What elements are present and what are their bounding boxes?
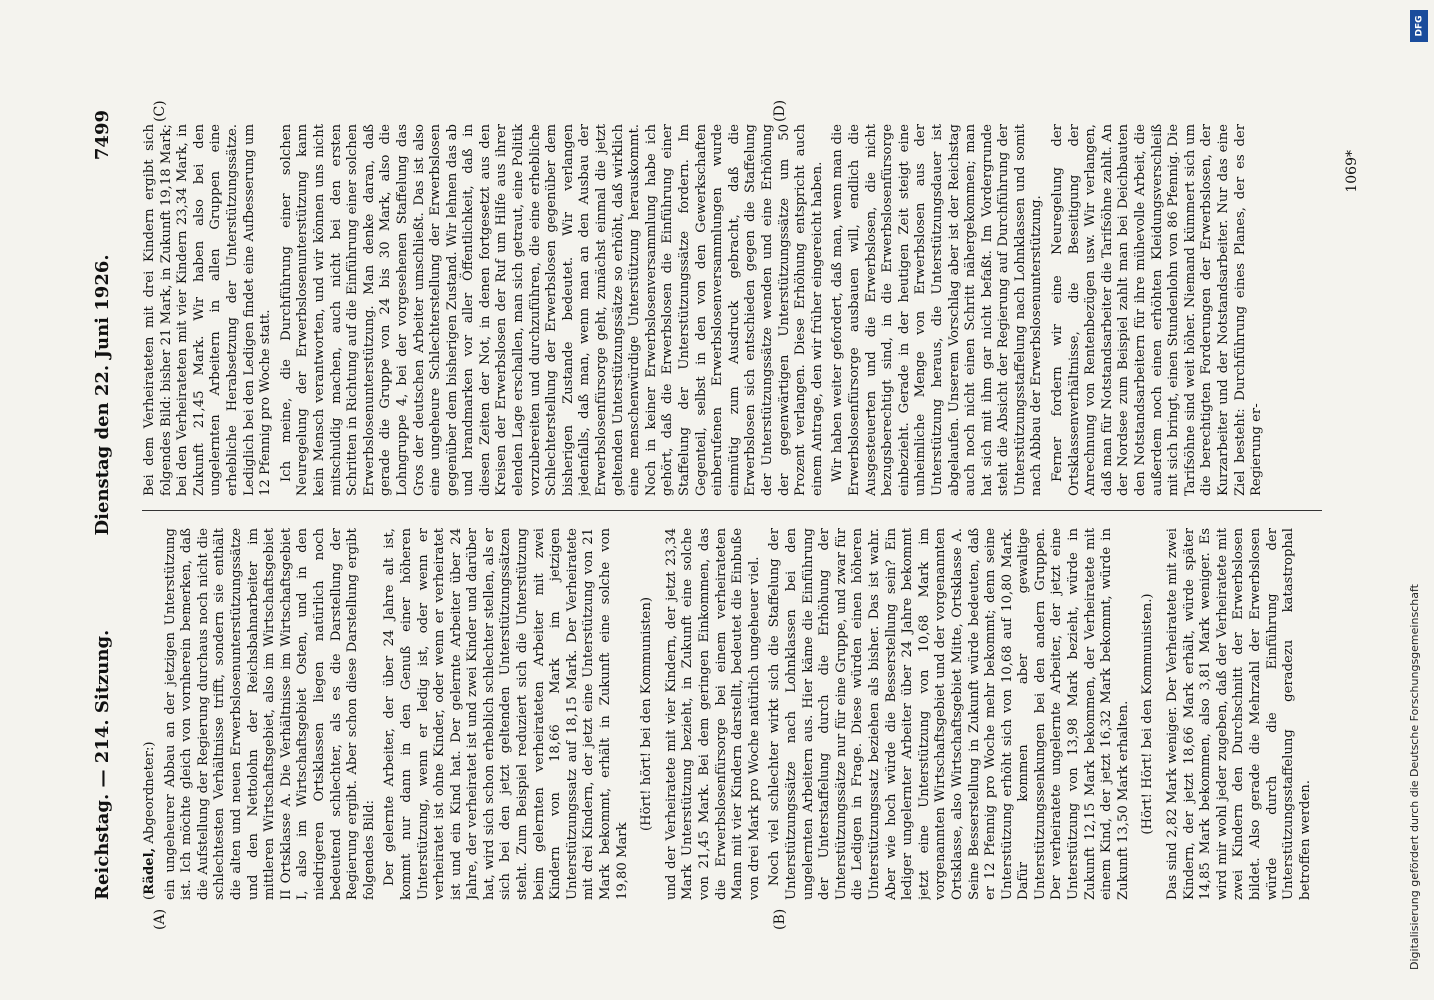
paragraph: und der Verheiratete mit vier Kindern, der jetzt 23,34 Mark Unterstützung bezieht, in Zukunft eine solche von 21,45 Mark. Bei dem geringen Einkommen, das die Erwerbslosenfürsorge bei einem verheirateten Mann mit vier Kindern darstellt, bedeutet die Einbuße von drei Mark pro Woche natürlich ungeheuer viel. <box>663 528 762 900</box>
page-number: 7499 <box>91 110 113 161</box>
header-left: Reichstag. — 214. Sitzung. <box>91 629 113 900</box>
rotated-document-page <box>82 99 1367 930</box>
header-date: Dienstag den 22. Juni 1926. <box>91 254 113 536</box>
digitization-watermark <box>1408 10 1428 990</box>
interjection: (Hört! Hört! bei den Kommunisten.) <box>1140 593 1156 835</box>
speaker-role: Abgeordneter: <box>142 746 157 844</box>
page-header <box>82 110 122 900</box>
paragraph: Noch viel schlechter wirkt sich die Staffelung der Unterstützungssätze nach Lohnklassen bei den ungelernten Arbeitern aus. Hier käme die Einführung der Unterstaffelung durch die Erhöhung der Unterstützungssätze nur für eine Gruppe, und zwar für die Ledigen in Frage. Diese würden einen höheren Unterstützungssatz beziehen als bisher. Das ist wahr. Aber wie hoch würde die Besserstellung sein? Ein lediger ungelernter Arbeiter über 24 Jahre bekommt jetzt eine Unterstützung von 10,68 Mark im vorgenannten Wirtschaftsgebiet und der vorgenannten Ortsklasse, also Wirtschaftsgebiet Mitte, Ortsklasse A. Seine Besserstellung in Zukunft würde bedeuten, daß er 12 Pfennig pro Woche mehr bekommt; denn seine Unterstützung erhöht sich von 10,68 auf 10,80 Mark. Dafür kommen aber gewaltige Unterstützungssenkungen bei den andern Gruppen. Der verheiratete ungelernte Arbeiter, der jetzt eine Unterstützung von 13,98 Mark bezieht, würde in Zukunft 12,15 Mark bekommen, der Verheiratete mit einem Kind, der jetzt 16,32 Mark bekommt, würde in Zukunft 13,50 Mark erhalten. <box>767 528 1131 900</box>
speaker-name: Rädel, <box>142 847 157 895</box>
paragraph: Ferner fordern wir eine Neuregelung der Ortsklassenverhältnisse, die Beseitigung der Anrechnung von Rentenbezügen usw. Wir verlangen, daß man für Notstandsarbeiter die Tarifsöhne zahlt. An der Nordsee zum Beispiel zahlt man bei Deichbauten den Notstandsarbeitern für ihre mühevolle Arbeit, die außerdem noch einen erhöhten Kleidungsverschleiß mit sich bringt, einen Stundenlohn von 86 Pfennig. Die Tarifsöhne sind weit höher. Niemand kümmert sich um die berechtigten Forderungen der Erwerbslosen, der Kurzarbeiter und der Notstandsarbeiter. Nur das eine Ziel besteht: Durchführung eines Planes, der es der Regierung er- <box>1050 124 1265 496</box>
dfg-logo-text: DFG <box>1414 15 1425 37</box>
paragraph: ein ungeheurer Abbau an der jetzigen Unterstützung ist. Ich möchte gleich von vornherein bemerken, daß die Aufstellung der Regierung durchaus noch nicht die schlechtesten Verhältnisse trifft, sondern sie enthält die alten und neuen Erwerbslosenunterstützungssätze und den Nettolohn der Reichsbahnarbeiter im mittleren Wirtschaftsgebiet, also im Wirtschaftsgebiet II Ortsklasse A. Die Verhältnisse im Wirtschaftsgebiet I, also im Wirtschaftsgebiet Osten, und in den niedrigeren Ortsklassen liegen natürlich noch bedeutend schlechter, als es die Darstellung der Regierung ergibt. Aber schon diese Darstellung ergibt folgendes Bild: <box>162 528 377 900</box>
paragraph: Der gelernte Arbeiter, der über 24 Jahre alt ist, kommt nur dann in den Genuß einer höheren Unterstützung, wenn er ledig ist, oder wenn er verheiratet ist ohne Kinder, oder wenn er verheiratet ist und ein Kind hat. Der gelernte Arbeiter über 24 Jahre, der verheiratet ist und zwei Kinder und darüber hat, wird sich schon erheblich schlechter stellen, als er sich bei den jetzt geltenden Unterstützungssätzen steht. Zum Beispiel reduziert sich die Unterstützung beim gelernten verheirateten Arbeiter mit zwei Kindern von 18,66 Mark im jetzigen Unterstützungssatz auf 18,15 Mark. Der Verheiratete mit drei Kindern, der jetzt eine Unterstützung von 21 Mark bekommt, erhält in Zukunft eine solche von 19,80 Mark <box>382 528 630 900</box>
dfg-logo <box>1410 10 1428 42</box>
right-column <box>142 124 1347 496</box>
footer-number: 1069* <box>1344 150 1360 193</box>
margin-mark-a: (A) <box>152 908 168 930</box>
interjection: (Hört! hört! bei den Kommunisten) <box>639 597 655 831</box>
paragraph: Ich meine, die Durchführung einer solchen Neuregelung der Erwerbslosenunterstützung kann kein Mensch verantworten, und wir können uns nicht mitschuldig machen, auch nicht bei den ersten Schritten in Richtung auf die Einführung einer solchen Erwerbslosenunterstützung. Man denke daran, daß gerade die Gruppe von 24 bis 30 Mark, also die Lohngruppe 4, bei der vorgesehenen Staffelung das Gros der deutschen Arbeiter umschließt. Das ist also eine ungeheure Schlechterstellung der Erwerbslosen gegenüber dem bisherigen Zustand. Wir lehnen das ab und brandmarken vor aller Öffentlichkeit, daß in diesen Zeiten der Not, in denen fortgesetzt aus den Kreisen der Erwerbslosen der Ruf um Hilfe aus ihrer elenden Lage erschallen, man sich getraut, eine Politik vorzubereiten und durchzuführen, die eine erhebliche Schlechterstellung der Erwerbslosen gegenüber dem bisherigen Zustande bedeutet. Wir verlangen jedenfalls, daß man, wenn man an den Ausbau der Erwerbslosenfürsorge geht, zunächst einmal die jetzt geltenden Unterstützungssätze so erhöht, daß wirklich eine menschenwürdige Unterstützung herauskommt. Noch in keiner Erwerbslosenversammlung habe ich gehört, daß die Erwerbslosen die Einführung einer Staffelung der Unterstützungssätze fordern. Im Gegenteil, selbst in den von den Gewerkschaften einberufenen Erwerbslosenversammlungen wurde einmütig zum Ausdruck gebracht, daß die Erwerbslosen sich entschieden gegen die Staffelung der Unterstützungssätze wenden und eine Erhöhung der gegenwärtigen Unterstützungssätze um 50 Prozent verlangen. Diese Erhöhung entspricht auch einem Antrage, den wir früher eingereicht haben. <box>278 124 825 496</box>
margin-mark-d: (D) <box>772 99 788 122</box>
column-divider <box>142 510 1322 511</box>
left-column <box>142 528 1347 900</box>
speaker-line: (Rädel, Abgeordneter:) <box>142 741 157 900</box>
paragraph: Wir haben weiter gefordert, daß man, wenn man die Erwerbslosenfürsorge ausbauen will, endlich die Ausgesteuerten und die Erwerbslosen, die nicht bezugsberechtigt sind, in die Erwerbslosenfürsorge einbezieht. Gerade in der heutigen Zeit steigt eine unheimliche Menge von Erwerbslosen aus der Unterstützung heraus, die Unterstützungsdauer ist abgelaufen. Unserem Vorschlag aber ist der Reichstag auch noch nicht einen Schritt nähergekommen; man hat sich mit ihm gar nicht befaßt. Im Vordergrunde steht die Absicht der Regierung auf Durchführung der Unterstützungsstaffelung nach Lohnklassen und somit nach Abbau der Erwerbslosenunterstützung. <box>830 124 1045 496</box>
paragraph: Das sind 2,82 Mark weniger. Der Verheiratete mit zwei Kindern, der jetzt 18,66 Mark erhält, würde später 14,85 Mark bekommen, also 3,81 Mark weniger. Es wird mir wohl jeder zugeben, daß der Verheiratete mit zwei Kindern den Durchschnitt der Erwerbslosen bildet. Also gerade die Mehrzahl der Erwerbslosen würde durch die Einführung der Unterstützungsstaffelung geradezu katastrophal betroffen werden. <box>1165 528 1313 900</box>
watermark-text: Digitalisierung gefördert durch die Deutsche Forschungsgemeinschaft <box>1408 584 1421 970</box>
margin-mark-b: (B) <box>772 908 788 930</box>
margin-mark-c: (C) <box>152 100 168 122</box>
paragraph: Bei dem Verheirateten mit drei Kindern ergibt sich folgendes Bild: bisher 21 Mark, in Zukunft 19,18 Mark; bei den Verheirateten mit vier Kindern 23,34 Mark, in Zukunft 21,45 Mark. Wir haben also bei den ungelernten Arbeitern in allen Gruppen eine erhebliche Herabsetzung der Unterstützungssätze. Lediglich bei den Ledigen findet eine Aufbesserung um 12 Pfennig pro Woche statt. <box>142 124 274 496</box>
